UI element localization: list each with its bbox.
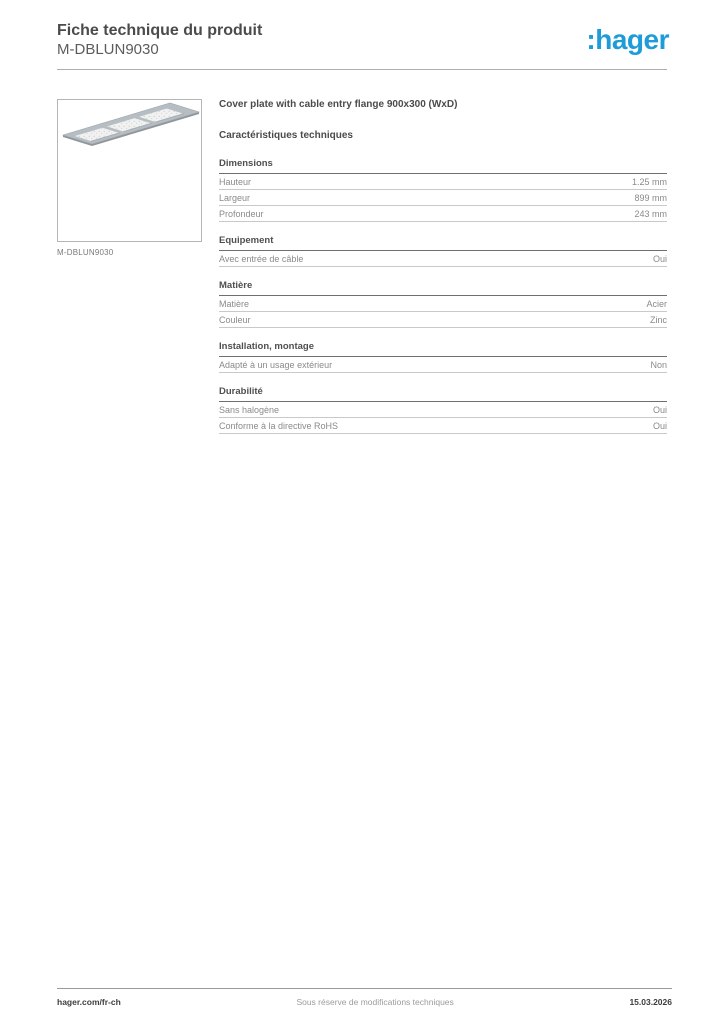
spec-label: Couleur	[219, 315, 251, 325]
footer-row	[57, 989, 672, 1007]
spec-section	[219, 386, 667, 434]
spec-label: Hauteur	[219, 177, 252, 187]
spec-label: Matière	[219, 299, 250, 309]
spec-label: Adapté à un usage extérieur	[219, 360, 333, 370]
spec-label: Conforme à la directive RoHS	[219, 421, 339, 431]
spec-section-title: Durabilité	[219, 386, 667, 402]
spec-label: Sans halogène	[219, 405, 280, 415]
footer	[57, 988, 672, 1007]
footer-website-link[interactable]: hager.com/fr-ch	[57, 997, 121, 1007]
main-content	[0, 70, 724, 434]
spec-section	[219, 341, 667, 373]
spec-value: Zinc	[649, 315, 667, 325]
spec-section-title: Equipement	[219, 235, 667, 251]
spec-value: Oui	[652, 421, 667, 431]
spec-label: Avec entrée de câble	[219, 254, 304, 264]
page-title: Fiche technique du produit	[57, 22, 263, 39]
cover-plate-illustration	[58, 100, 201, 241]
product-image-column	[57, 99, 202, 434]
product-image	[57, 99, 202, 242]
spec-label: Largeur	[219, 193, 251, 203]
spec-section-title: Dimensions	[219, 158, 667, 174]
footer-date: 15.03.2026	[629, 997, 672, 1007]
spec-section	[219, 235, 667, 267]
spec-row	[219, 296, 667, 312]
spec-section-title: Installation, montage	[219, 341, 667, 357]
characteristics-heading: Caractéristiques techniques	[219, 130, 353, 141]
spec-row	[219, 357, 667, 373]
spec-label: Profondeur	[219, 209, 264, 219]
spec-value: Acier	[646, 299, 667, 309]
spec-row	[219, 418, 667, 434]
product-image-caption: M-DBLUN9030	[57, 248, 114, 257]
header	[0, 0, 724, 59]
spec-value: 243 mm	[634, 209, 667, 219]
spec-section-title: Matière	[219, 280, 667, 296]
spec-row	[219, 402, 667, 418]
spec-sections	[219, 158, 667, 434]
spec-section	[219, 280, 667, 328]
spec-section	[219, 158, 667, 222]
spec-value: Non	[650, 360, 667, 370]
spec-value: 899 mm	[634, 193, 667, 203]
spec-row	[219, 206, 667, 222]
spec-row	[219, 190, 667, 206]
spec-value: Oui	[652, 254, 667, 264]
product-reference: M-DBLUN9030	[57, 41, 159, 58]
footer-disclaimer: Sous réserve de modifications techniques	[296, 997, 454, 1007]
spec-value: Oui	[652, 405, 667, 415]
spec-column	[219, 99, 667, 434]
spec-row	[219, 251, 667, 267]
spec-row	[219, 312, 667, 328]
title-block	[57, 21, 262, 59]
spec-row	[219, 174, 667, 190]
spec-value: 1.25 mm	[631, 177, 667, 187]
product-name: Cover plate with cable entry flange 900x300 (WxD)	[219, 99, 458, 110]
hager-logo: :hager	[586, 24, 669, 55]
